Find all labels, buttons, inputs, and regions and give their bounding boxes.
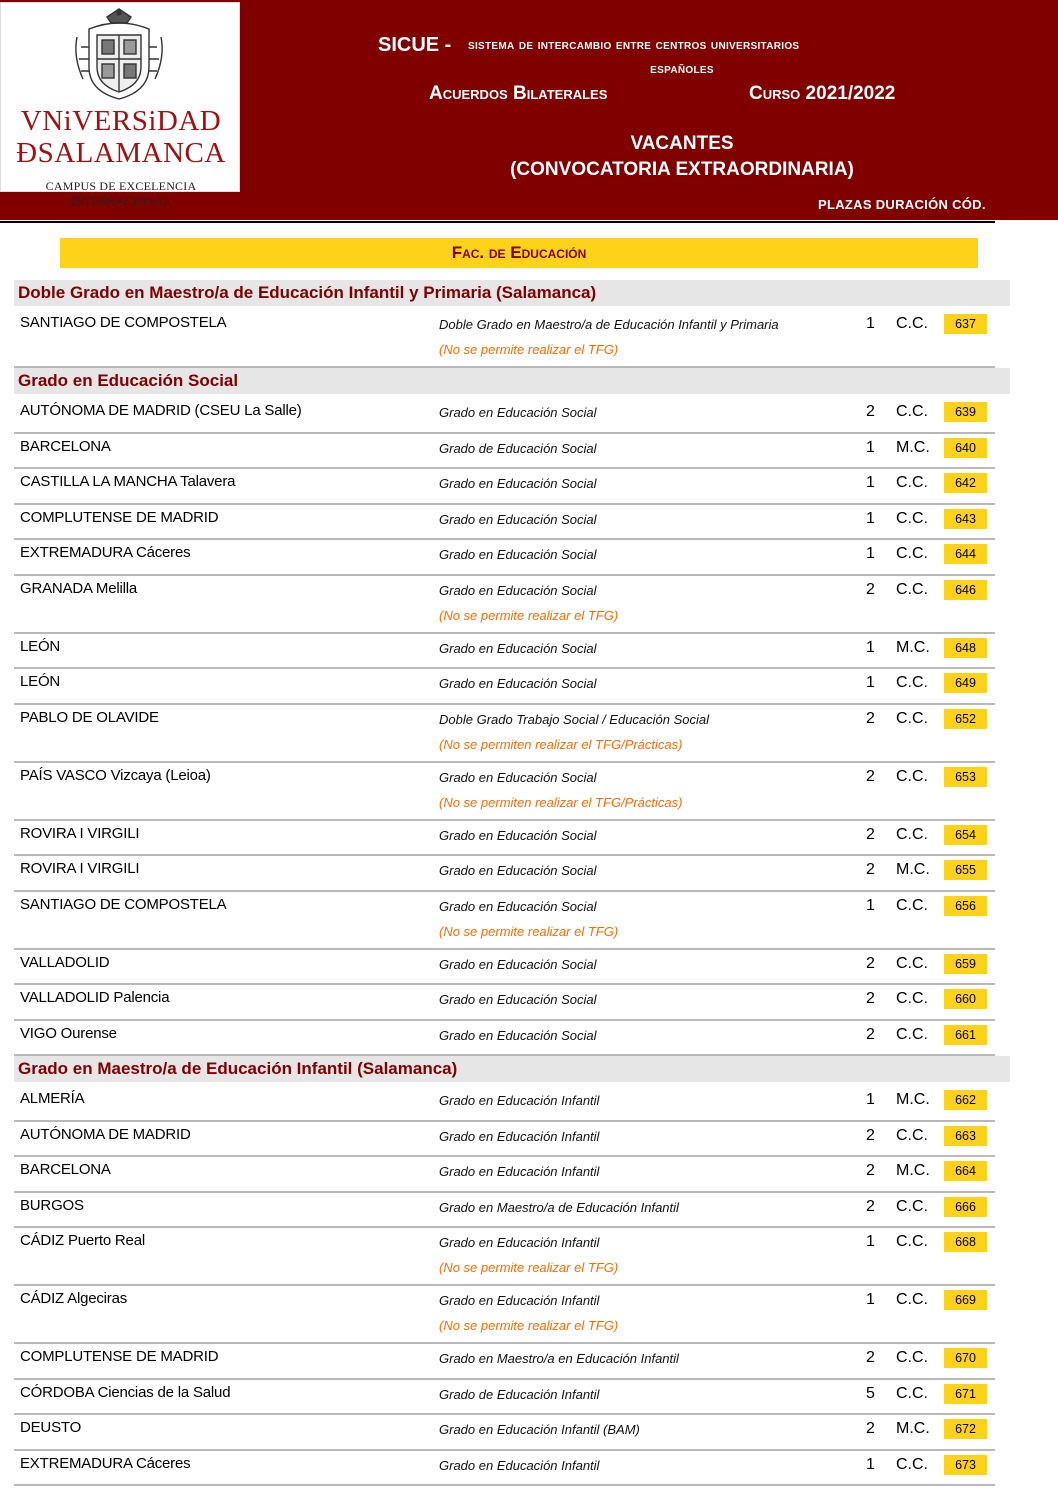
code-badge: 672 (944, 1419, 987, 1439)
table-row (14, 1157, 995, 1193)
duration-label: C.C. (896, 545, 928, 562)
table-row (14, 1286, 995, 1344)
duration-label: C.C. (896, 767, 928, 785)
program-title: Doble Grado en Maestro/a de Educación Infantil y Primaria (Salamanca) (18, 283, 597, 302)
faculty-heading: Fac. de Educación (60, 238, 978, 268)
table-row (14, 705, 995, 763)
places-count: 2 (866, 825, 875, 843)
logo-tagline: CAMPUS DE EXCELENCIA INTERNACIONAL (45, 179, 197, 208)
university-name: AUTÓNOMA DE MADRID (20, 1125, 191, 1143)
places-count: 1 (866, 1291, 875, 1308)
table-row (14, 985, 995, 1021)
restriction-note: (No se permite realizar el TFG) (439, 1318, 619, 1333)
university-name: LEÓN (20, 673, 61, 690)
coat-of-arms-icon (69, 7, 169, 102)
university-name: LEÓN (20, 637, 61, 655)
places-count: 1 (866, 638, 875, 656)
page-title: VACANTES (630, 133, 734, 154)
duration-label: C.C. (896, 674, 928, 691)
table-row (14, 634, 995, 670)
code-badge: 655 (944, 860, 987, 880)
degree-name: Grado en Educación Social (439, 640, 597, 656)
code-badge: 670 (944, 1348, 987, 1368)
places-count: 2 (866, 580, 875, 598)
code-badge: 648 (944, 638, 987, 658)
code-badge: 643 (944, 509, 987, 529)
duration-label: M.C. (896, 861, 930, 878)
table-row (14, 1122, 995, 1158)
page-subtitle: (CONVOCATORIA EXTRAORDINARIA) (510, 159, 854, 180)
duration-label: M.C. (896, 1420, 930, 1437)
degree-name: Grado en Educación Social (439, 827, 597, 843)
duration-label: C.C. (896, 403, 928, 420)
places-count: 2 (866, 403, 875, 420)
duration-label: C.C. (896, 474, 928, 491)
places-count: 1 (866, 1233, 875, 1250)
university-name: ALMERÍA (20, 1090, 85, 1107)
table-row (14, 540, 995, 576)
program-acronym: SICUE - (378, 34, 452, 56)
code-badge: 637 (944, 314, 987, 334)
university-name: EXTREMADURA Cáceres (20, 544, 191, 561)
duration-label: C.C. (896, 315, 928, 332)
table-row (14, 1086, 995, 1122)
university-name: BARCELONA (20, 437, 111, 455)
places-count: 1 (866, 674, 875, 691)
degree-name: Grado en Educación Infantil (439, 1093, 600, 1108)
degree-name: Grado en Educación Infantil (439, 1235, 600, 1250)
university-name: CÁDIZ Puerto Real (20, 1232, 145, 1249)
places-count: 1 (866, 1091, 875, 1108)
code-badge: 671 (944, 1384, 987, 1404)
table-row (14, 398, 995, 434)
restriction-note: (No se permiten realizar el TFG/Prácticas) (439, 736, 683, 752)
places-count: 2 (866, 1197, 875, 1215)
places-count: 1 (866, 896, 875, 914)
university-name: CÁDIZ Algeciras (20, 1290, 128, 1307)
university-name: ROVIRA I VIRGILI (20, 860, 140, 877)
duration-label: M.C. (896, 438, 930, 456)
university-name: COMPLUTENSE DE MADRID (20, 508, 219, 526)
duration-label: C.C. (896, 990, 928, 1007)
degree-name: Grado de Educación Social (439, 440, 597, 456)
code-badge: 661 (944, 1025, 987, 1045)
degree-name: Grado en Maestro/a de Educación Infantil (439, 1199, 679, 1215)
duration-label: C.C. (896, 1291, 928, 1308)
university-name: GRANADA Melilla (20, 579, 138, 597)
column-headers: PLAZAS DURACIÓN CÓD. (818, 197, 986, 212)
code-badge: 666 (944, 1197, 987, 1217)
duration-label: M.C. (896, 1091, 930, 1108)
code-badge: 664 (944, 1161, 987, 1181)
duration-label: C.C. (896, 1025, 928, 1043)
program-name-line1: sistema de intercambio entre centros universitarios (468, 37, 800, 53)
table-row (14, 1021, 995, 1057)
table-row (14, 576, 995, 634)
code-badge: 646 (944, 580, 987, 600)
university-name: SANTIAGO DE COMPOSTELA (20, 314, 227, 331)
code-badge: 652 (944, 709, 987, 729)
code-badge: 642 (944, 473, 987, 493)
program-title: Grado en Educación Social (18, 371, 239, 390)
logo-text-line1: VNiVERSiDAD (20, 105, 222, 137)
logo-text-line2: ÐSALAMANCA (16, 137, 226, 169)
duration-label: C.C. (896, 954, 928, 972)
university-name: SANTIAGO DE COMPOSTELA (20, 895, 227, 913)
duration-label: C.C. (896, 1233, 928, 1250)
table-row (14, 469, 995, 505)
degree-name: Doble Grado Trabajo Social / Educación Social (439, 711, 710, 727)
duration-label: C.C. (896, 1384, 928, 1402)
places-count: 2 (866, 1420, 875, 1437)
university-name: EXTREMADURA Cáceres (20, 1454, 191, 1472)
duration-label: C.C. (896, 509, 928, 527)
code-badge: 663 (944, 1126, 987, 1146)
university-name: CÓRDOBA Ciencias de la Salud (20, 1383, 231, 1401)
degree-name: Grado de Educación Infantil (439, 1386, 600, 1402)
code-badge: 659 (944, 954, 987, 974)
table-row (14, 856, 995, 892)
places-count: 2 (866, 1349, 875, 1366)
degree-name: Grado en Maestro/a en Educación Infantil (439, 1351, 679, 1366)
places-count: 2 (866, 1126, 875, 1144)
duration-label: C.C. (896, 709, 928, 727)
code-badge: 673 (944, 1455, 987, 1475)
program-section-header (14, 280, 1010, 306)
table-row (14, 434, 995, 470)
restriction-note: (No se permite realizar el TFG) (439, 607, 619, 623)
degree-name: Grado en Educación Social (439, 547, 597, 562)
university-name: DEUSTO (20, 1419, 82, 1436)
header-divider (0, 221, 995, 223)
degree-name: Grado en Educación Social (439, 863, 597, 878)
degree-name: Grado en Educación Social (439, 956, 597, 972)
degree-name: Grado en Educación Social (439, 676, 597, 691)
degree-name: Grado en Educación Social (439, 476, 597, 491)
places-count: 1 (866, 1455, 875, 1473)
duration-label: C.C. (896, 825, 928, 843)
degree-name: Grado en Educación Infantil (439, 1128, 600, 1144)
university-name: ROVIRA I VIRGILI (20, 824, 140, 842)
duration-label: C.C. (896, 580, 928, 598)
code-badge: 662 (944, 1090, 987, 1110)
program-name-line2: españoles (650, 61, 714, 77)
page-header (0, 0, 1058, 220)
duration-label: C.C. (896, 1126, 928, 1144)
degree-name: Grado en Educación Social (439, 511, 597, 527)
degree-name: Doble Grado en Maestro/a de Educación Infantil y Primaria (439, 317, 779, 332)
university-name: VALLADOLID Palencia (20, 989, 170, 1006)
university-name: BURGOS (20, 1196, 84, 1214)
degree-name: Grado en Educación Social (439, 769, 597, 785)
code-badge: 649 (944, 673, 987, 693)
places-count: 2 (866, 990, 875, 1007)
table-row (14, 1451, 995, 1487)
university-name: PAÍS VASCO Vizcaya (Leioa) (20, 766, 211, 784)
degree-name: Grado en Educación Infantil (439, 1164, 600, 1179)
university-name: CASTILLA LA MANCHA Talavera (20, 473, 236, 490)
table-row (14, 505, 995, 541)
restriction-note: (No se permite realizar el TFG) (439, 1260, 619, 1275)
places-count: 2 (866, 1025, 875, 1043)
duration-label: M.C. (896, 638, 930, 656)
restriction-note: (No se permite realizar el TFG) (439, 923, 619, 939)
places-count: 1 (866, 509, 875, 527)
places-count: 1 (866, 438, 875, 456)
restriction-note: (No se permiten realizar el TFG/Prácticas) (439, 794, 683, 810)
places-count: 2 (866, 709, 875, 727)
table-row (14, 1344, 995, 1380)
code-badge: 668 (944, 1232, 987, 1252)
places-count: 5 (866, 1384, 875, 1402)
table-row (14, 1380, 995, 1416)
code-badge: 669 (944, 1290, 987, 1310)
degree-name: Grado en Educación Social (439, 582, 597, 598)
university-name: AUTÓNOMA DE MADRID (CSEU La Salle) (20, 402, 302, 419)
table-row (14, 1228, 995, 1286)
code-badge: 639 (944, 402, 987, 422)
code-badge: 656 (944, 896, 987, 916)
code-badge: 654 (944, 825, 987, 845)
duration-label: C.C. (896, 1349, 928, 1366)
table-row (14, 892, 995, 950)
row-divider (14, 1484, 995, 1486)
code-badge: 653 (944, 767, 987, 787)
program-title: Grado en Maestro/a de Educación Infantil (Salamanca) (18, 1059, 458, 1078)
university-name: PABLO DE OLAVIDE (20, 708, 159, 726)
university-name: BARCELONA (20, 1161, 111, 1178)
places-count: 2 (866, 954, 875, 972)
table-row (14, 1193, 995, 1229)
degree-name: Grado en Educación Social (439, 898, 597, 914)
duration-label: M.C. (896, 1162, 930, 1179)
course-label: Curso 2021/2022 (749, 83, 896, 104)
university-name: VIGO Ourense (20, 1024, 117, 1042)
duration-label: C.C. (896, 1455, 928, 1473)
degree-name: Grado en Educación Social (439, 1027, 597, 1043)
program-section-header (14, 368, 1010, 394)
degree-name: Grado en Educación Social (439, 405, 597, 420)
table-row (14, 310, 995, 368)
places-count: 1 (866, 315, 875, 332)
places-count: 2 (866, 767, 875, 785)
table-row (14, 669, 995, 705)
duration-label: C.C. (896, 1197, 928, 1215)
restriction-note: (No se permite realizar el TFG) (439, 342, 619, 357)
places-count: 2 (866, 861, 875, 878)
program-section-header (14, 1056, 1010, 1082)
duration-label: C.C. (896, 896, 928, 914)
degree-name: Grado en Educación Infantil (BAM) (439, 1422, 640, 1437)
university-name: VALLADOLID (20, 953, 110, 971)
table-row (14, 950, 995, 986)
table-row (14, 821, 995, 857)
code-badge: 660 (944, 989, 987, 1009)
degree-name: Grado en Educación Infantil (439, 1457, 600, 1473)
code-badge: 640 (944, 438, 987, 458)
table-row (14, 763, 995, 821)
places-count: 1 (866, 545, 875, 562)
agreements-label: Acuerdos Bilaterales (429, 83, 608, 104)
university-name: COMPLUTENSE DE MADRID (20, 1348, 219, 1365)
places-count: 1 (866, 474, 875, 491)
table-row (14, 1415, 995, 1451)
code-badge: 644 (944, 544, 987, 564)
places-count: 2 (866, 1162, 875, 1179)
degree-name: Grado en Educación Social (439, 992, 597, 1007)
degree-name: Grado en Educación Infantil (439, 1293, 600, 1308)
